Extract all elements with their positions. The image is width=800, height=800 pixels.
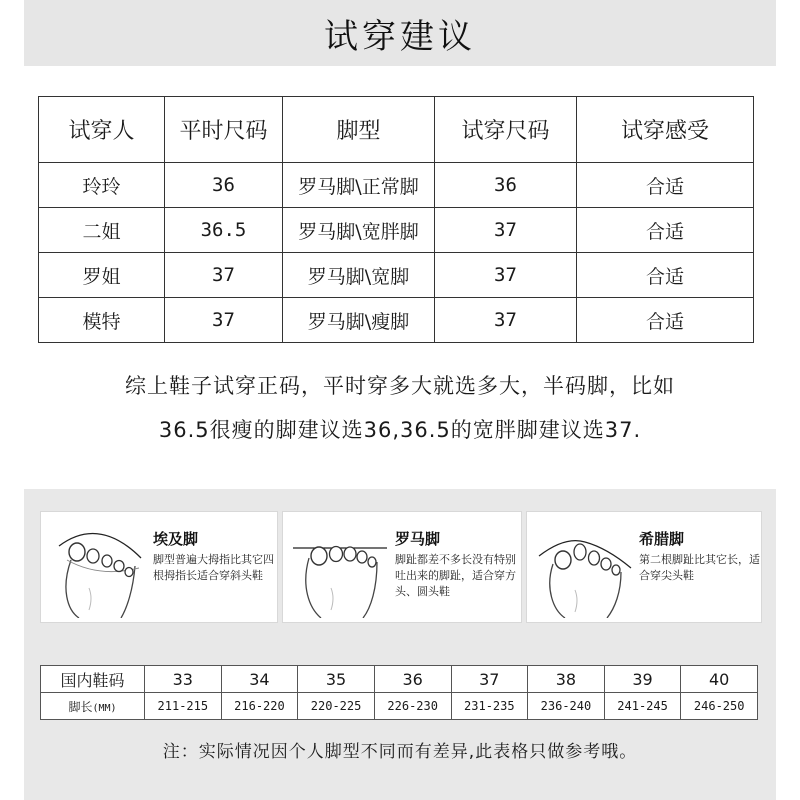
table-cell: 罗马脚\宽胖脚 — [283, 208, 435, 253]
length-cell: 211-215 — [145, 693, 222, 720]
foot-type-name: 埃及脚 — [153, 530, 199, 548]
size-row-label: 国内鞋码 — [41, 666, 145, 693]
size-cell: 35 — [298, 666, 375, 693]
table-row — [39, 208, 754, 253]
table-cell: 36 — [165, 163, 283, 208]
table-cell: 罗姐 — [39, 253, 165, 298]
table-cell: 模特 — [39, 298, 165, 343]
table-cell: 合适 — [577, 163, 754, 208]
table-cell: 37 — [435, 208, 577, 253]
foot-card-egyptian — [40, 511, 278, 623]
summary-line-1: 综上鞋子试穿正码，平时穿多大就选多大，半码脚，比如 — [125, 374, 675, 398]
table-cell: 罗马脚\正常脚 — [283, 163, 435, 208]
size-cell: 39 — [604, 666, 681, 693]
foot-type-desc: 脚型普遍大拇指比其它四根拇指长适合穿斜头鞋 — [153, 553, 274, 582]
size-row — [41, 666, 758, 693]
foot-type-name: 罗马脚 — [395, 530, 441, 548]
size-table — [40, 665, 758, 720]
footnote: 注：实际情况因个人脚型不同而有差异,此表格只做参考哦。 — [162, 742, 638, 762]
table-row — [39, 253, 754, 298]
length-cell: 246-250 — [681, 693, 758, 720]
header-cell: 试穿感受 — [577, 97, 754, 163]
size-cell: 38 — [528, 666, 605, 693]
length-unit: (MM) — [92, 702, 117, 714]
table-row — [39, 163, 754, 208]
table-cell: 37 — [165, 298, 283, 343]
foot-type-desc: 第二根脚趾比其它长，适合穿尖头鞋 — [639, 553, 760, 582]
foot-type-desc: 脚趾都差不多长没有特别吐出来的脚趾，适合穿方头、圆头鞋 — [395, 553, 516, 598]
length-cell: 216-220 — [221, 693, 298, 720]
size-cell: 34 — [221, 666, 298, 693]
size-cell: 36 — [374, 666, 451, 693]
fit-table — [38, 96, 754, 343]
size-cell: 40 — [681, 666, 758, 693]
foot-type-section — [24, 489, 776, 800]
summary-line-2: 36.5很瘦的脚建议选36,36.5的宽胖脚建议选37. — [158, 418, 642, 442]
header-cell: 脚型 — [283, 97, 435, 163]
table-cell: 37 — [435, 253, 577, 298]
title-bar — [24, 0, 776, 66]
page-title: 试穿建议 — [324, 16, 476, 57]
table-cell: 合适 — [577, 208, 754, 253]
foot-type-name: 希腊脚 — [639, 530, 685, 548]
length-row — [41, 693, 758, 720]
table-cell: 37 — [435, 298, 577, 343]
table-cell: 玲玲 — [39, 163, 165, 208]
foot-card-greek — [526, 511, 762, 623]
foot-card-roman — [282, 511, 522, 623]
table-cell: 合适 — [577, 298, 754, 343]
header-cell: 平时尺码 — [165, 97, 283, 163]
length-cell: 241-245 — [604, 693, 681, 720]
egyptian-foot-icon — [49, 518, 149, 618]
length-cell: 231-235 — [451, 693, 528, 720]
length-cell: 220-225 — [298, 693, 375, 720]
fit-table-header — [39, 97, 754, 163]
table-row — [39, 298, 754, 343]
table-cell: 罗马脚\瘦脚 — [283, 298, 435, 343]
table-cell: 合适 — [577, 253, 754, 298]
table-cell: 二姐 — [39, 208, 165, 253]
roman-foot-icon — [291, 518, 391, 618]
header-cell: 试穿人 — [39, 97, 165, 163]
header-cell: 试穿尺码 — [435, 97, 577, 163]
table-cell: 36.5 — [165, 208, 283, 253]
table-cell: 37 — [165, 253, 283, 298]
length-row-label — [41, 693, 145, 720]
table-cell: 36 — [435, 163, 577, 208]
table-cell: 罗马脚\宽脚 — [283, 253, 435, 298]
size-cell: 33 — [145, 666, 222, 693]
size-cell: 37 — [451, 666, 528, 693]
length-cell: 236-240 — [528, 693, 605, 720]
length-label: 脚长 — [68, 699, 93, 714]
greek-foot-icon — [535, 518, 635, 618]
length-cell: 226-230 — [374, 693, 451, 720]
